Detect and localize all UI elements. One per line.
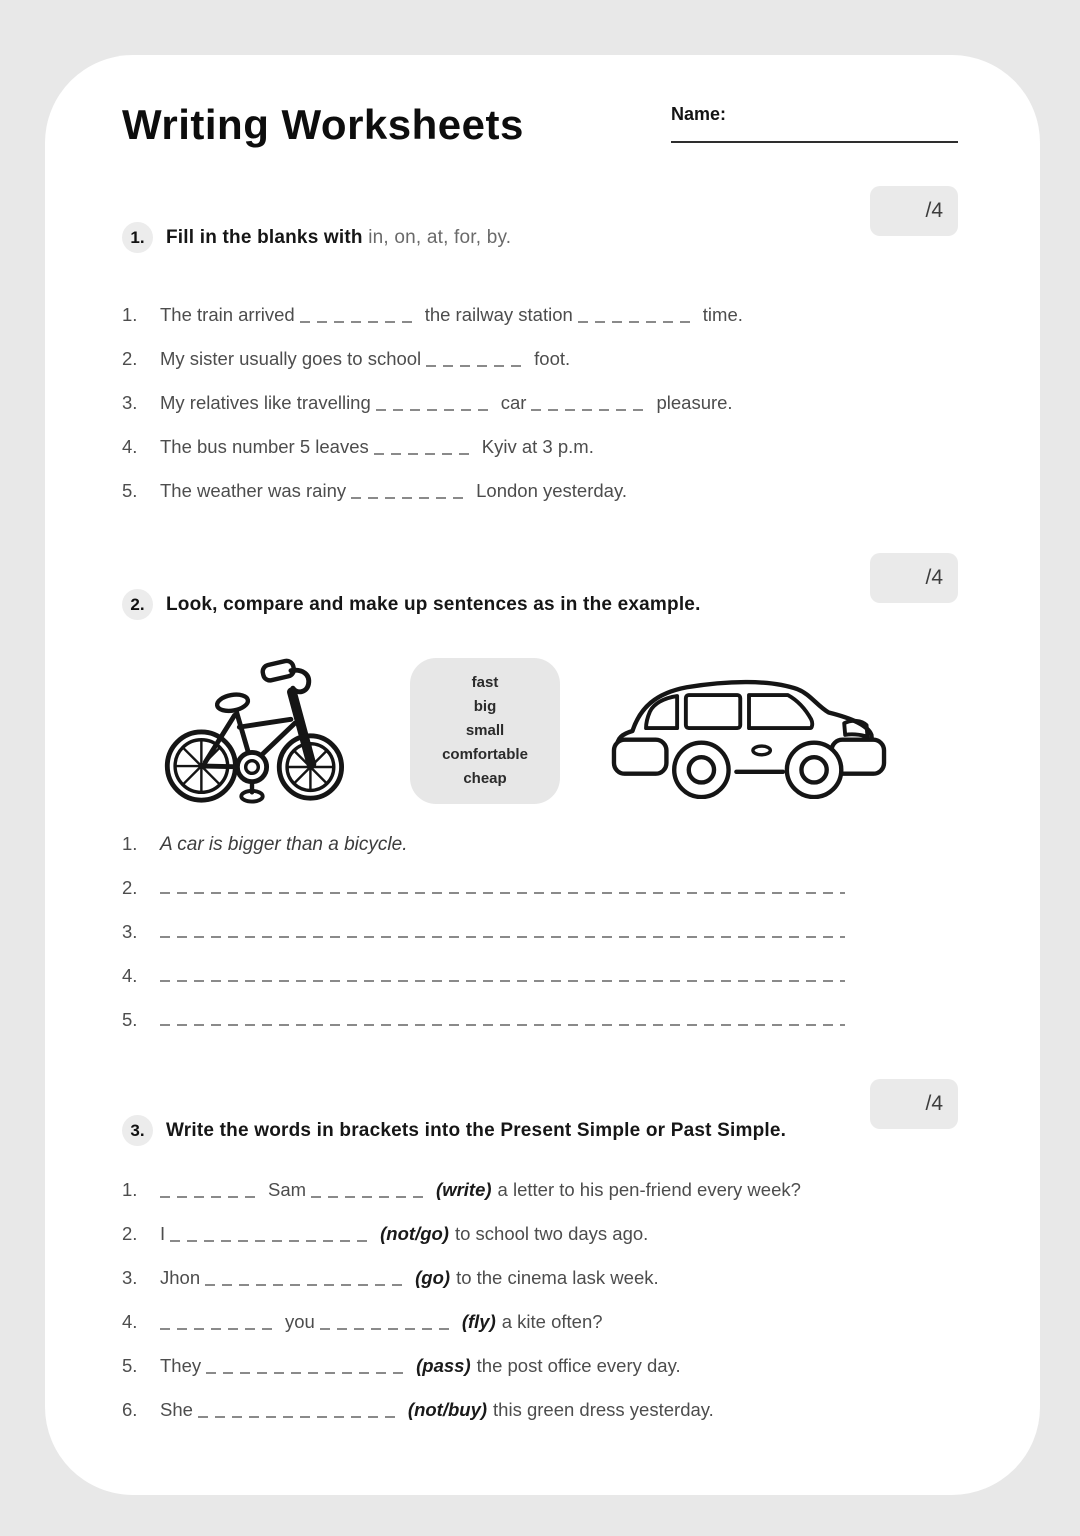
answer-blank[interactable] — [170, 1229, 374, 1242]
sentence-text: I — [160, 1223, 166, 1244]
verb-hint: (not/buy) — [407, 1399, 488, 1420]
answer-blank[interactable] — [198, 1405, 402, 1418]
sentence-row — [122, 1354, 958, 1378]
page-title: Writing Worksheets — [122, 101, 524, 148]
adjective-word: comfortable — [442, 746, 528, 763]
sentence-text: this green dress yesterday. — [493, 1399, 714, 1420]
sentence-text: They — [160, 1355, 202, 1376]
exercise-1-number-badge: 1. — [122, 222, 153, 253]
answer-blank[interactable] — [160, 1010, 845, 1026]
sentence-content — [160, 1354, 958, 1378]
name-field — [671, 104, 958, 143]
sentence-content — [160, 479, 958, 503]
sentence-row — [122, 303, 958, 327]
adjective-word: small — [465, 722, 505, 739]
bicycle-illustration — [154, 657, 350, 805]
sentence-content — [160, 1266, 958, 1290]
exercise-1-sentences — [122, 303, 958, 503]
adjective-word: big — [473, 698, 497, 715]
sentence-row — [122, 479, 958, 503]
sentence-row — [122, 1009, 958, 1033]
exercise-3-sentences — [122, 1178, 958, 1422]
sentence-text: to the cinema lask week. — [456, 1267, 659, 1288]
adjective-word: fast — [471, 674, 499, 691]
exercise-3-title — [166, 1120, 786, 1142]
sentence-text: My relatives like travelling — [160, 392, 371, 413]
sentence-row — [122, 347, 958, 371]
item-number: 2. — [122, 877, 138, 898]
exercise-2-title — [166, 594, 701, 616]
sentence-text: Kyiv at 3 p.m. — [481, 436, 594, 457]
exercise-3-header — [122, 1092, 958, 1146]
example-sentence: A car is bigger than a bicycle. — [160, 834, 408, 855]
sentence-text: car — [500, 392, 527, 413]
item-number: 3. — [122, 1267, 138, 1288]
item-number: 4. — [122, 965, 138, 986]
item-number: 3. — [122, 921, 138, 942]
sentence-row — [122, 1222, 958, 1246]
sentence-text: Jhon — [160, 1267, 201, 1288]
answer-blank[interactable] — [376, 398, 495, 411]
answer-blank[interactable] — [578, 310, 697, 323]
sentence-text: a kite often? — [501, 1311, 603, 1332]
verb-hint: (fly) — [461, 1311, 496, 1332]
item-number: 4. — [122, 1311, 138, 1332]
answer-blank[interactable] — [531, 398, 650, 411]
exercise-1-title-bold: Fill in the blanks with — [166, 226, 363, 248]
item-number: 3. — [122, 392, 138, 413]
answer-blank[interactable] — [320, 1317, 456, 1330]
car-illustration — [608, 663, 890, 799]
sentence-row — [122, 435, 958, 459]
item-number: 2. — [122, 348, 138, 369]
exercise-3-score-box[interactable]: /4 — [870, 1079, 958, 1129]
worksheet-card — [45, 55, 1040, 1495]
name-input-line[interactable] — [671, 141, 958, 143]
sentence-row — [122, 1398, 958, 1422]
sentence-row — [122, 877, 958, 901]
sentence-content — [160, 1398, 958, 1422]
sentence-content — [160, 922, 958, 938]
sentence-text: the railway station — [424, 304, 573, 325]
item-number: 5. — [122, 1355, 138, 1376]
answer-blank[interactable] — [311, 1185, 430, 1198]
adjective-word: cheap — [463, 770, 507, 787]
item-number: 6. — [122, 1399, 138, 1420]
exercise-1-score-box[interactable]: /4 — [870, 186, 958, 236]
sentence-text: The bus number 5 leaves — [160, 436, 369, 457]
exercise-section-2 — [122, 566, 958, 1033]
exercise-section-1 — [122, 199, 958, 503]
answer-blank[interactable] — [426, 354, 528, 367]
sentence-text: to school two days ago. — [454, 1223, 649, 1244]
comparison-figure-row — [122, 655, 958, 807]
answer-blank[interactable] — [160, 966, 845, 982]
sentence-text: foot. — [534, 348, 571, 369]
item-number: 1. — [122, 1179, 138, 1200]
exercise-2-number-badge: 2. — [122, 589, 153, 620]
verb-hint: (go) — [415, 1267, 451, 1288]
adjective-word-box — [410, 658, 560, 804]
sentence-text: The weather was rainy — [160, 480, 347, 501]
sentence-text: the post office every day. — [476, 1355, 681, 1376]
sentence-row — [122, 921, 958, 945]
sentence-row — [122, 1178, 958, 1202]
answer-blank[interactable] — [374, 442, 476, 455]
exercise-2-score-box[interactable]: /4 — [870, 553, 958, 603]
exercise-3-number-badge: 3. — [122, 1115, 153, 1146]
item-number: 1. — [122, 304, 138, 325]
item-number: 1. — [122, 833, 138, 854]
sentence-text: time. — [702, 304, 743, 325]
sentence-row — [122, 391, 958, 415]
sentence-content — [160, 1010, 958, 1026]
exercise-1-title-words: in, on, at, for, by. — [362, 226, 512, 248]
item-number: 4. — [122, 436, 138, 457]
answer-blank[interactable] — [160, 922, 845, 938]
exercise-2-title-bold: Look, compare and make up sentences as in the example. — [166, 593, 701, 615]
exercise-1-title — [166, 227, 511, 249]
sentence-text: pleasure. — [656, 392, 733, 413]
sentence-row — [122, 965, 958, 989]
answer-blank[interactable] — [160, 1185, 262, 1198]
sentence-content — [160, 1222, 958, 1246]
sentence-content — [160, 303, 958, 327]
exercise-section-3 — [122, 1092, 958, 1422]
exercise-3-title-bold: Write the words in brackets into the Present Simple or Past Simple. — [166, 1119, 787, 1141]
answer-blank[interactable] — [206, 1361, 410, 1374]
sentence-text: She — [160, 1399, 193, 1420]
answer-blank[interactable] — [160, 1317, 279, 1330]
sentence-row — [122, 1266, 958, 1290]
sentence-content — [160, 391, 958, 415]
sentence-row — [122, 1310, 958, 1334]
answer-blank[interactable] — [205, 1273, 409, 1286]
name-label: Name: — [671, 104, 727, 124]
verb-hint: (not/go) — [380, 1223, 449, 1244]
answer-blank[interactable] — [300, 310, 419, 323]
exercise-2-header — [122, 566, 958, 620]
exercise-2-lines — [122, 833, 958, 1033]
verb-hint: (pass) — [416, 1355, 471, 1376]
sentence-text: a letter to his pen-friend every week? — [497, 1179, 801, 1200]
item-number: 2. — [122, 1223, 138, 1244]
answer-blank[interactable] — [160, 878, 845, 894]
worksheet-header — [122, 100, 958, 150]
sentence-content — [160, 347, 958, 371]
answer-blank[interactable] — [351, 486, 470, 499]
sentence-text: My sister usually goes to school — [160, 348, 422, 369]
sentence-content — [160, 878, 958, 894]
sentence-text: you — [285, 1311, 315, 1332]
sentence-content — [160, 966, 958, 982]
sentence-content — [160, 1310, 958, 1334]
sentence-text: London yesterday. — [476, 480, 627, 501]
sentence-text: The train arrived — [160, 304, 295, 325]
sentence-content — [160, 435, 958, 459]
item-number: 5. — [122, 1009, 138, 1030]
sentence-text: Sam — [268, 1179, 307, 1200]
sentence-content — [160, 1178, 958, 1202]
exercise-1-header — [122, 199, 958, 253]
verb-hint: (write) — [436, 1179, 492, 1200]
item-number: 5. — [122, 480, 138, 501]
sentence-row — [122, 833, 958, 857]
